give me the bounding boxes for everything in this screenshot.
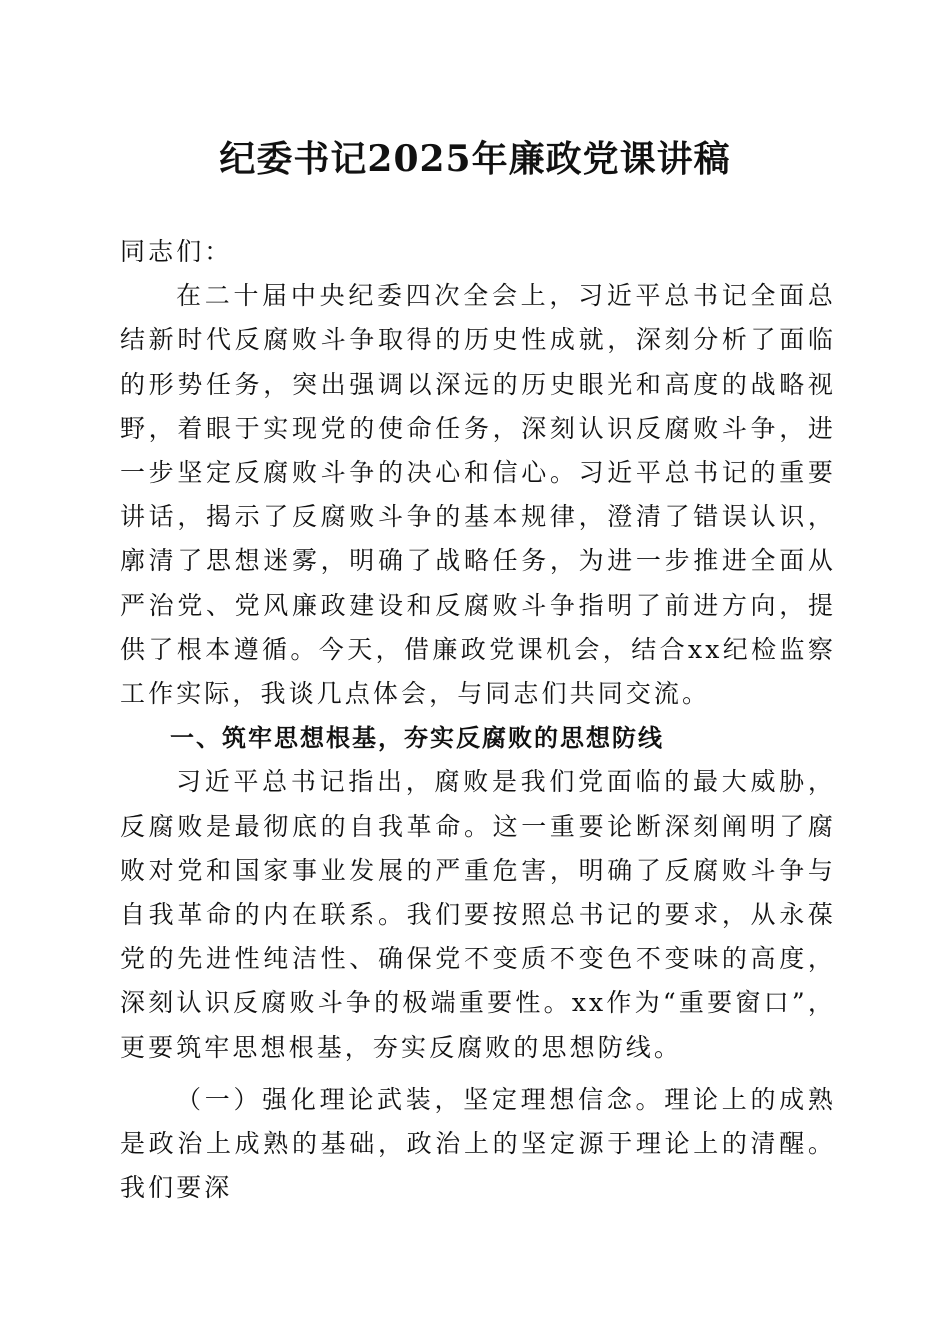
document-body (120, 230, 836, 1210)
salutation: 同志们： (120, 237, 233, 266)
section-heading-1: 一、筑牢思想根基，夯实反腐败的思想防线 (170, 724, 664, 753)
paragraph-section-1: 习近平总书记指出，腐败是我们党面临的最大威胁，反腐败是最彻底的自我革命。这一重要论断深刻阐明了腐败对党和国家事业发展的严重危害，明确了反腐败斗争与自我革命的内在联系。我们要按照总书记的要求，从永葆党的先进性纯洁性、确保党不变质不变色不变味的高度，深刻认识反腐败斗争的极端重要性。xx作为“重要窗口”，更要筑牢思想根基，夯实反腐败的思想防线。 (120, 767, 836, 1062)
document-title: 纪委书记2025年廉政党课讲稿 (219, 138, 731, 180)
paragraph-subsection-1: （一）强化理论武装，坚定理想信念。理论上的成熟是政治上成熟的基础，政治上的坚定源于理论上的清醒。我们要深 (120, 1084, 836, 1203)
paragraph-intro: 在二十届中央纪委四次全会上，习近平总书记全面总结新时代反腐败斗争取得的历史性成就，深刻分析了面临的形势任务，突出强调以深远的历史眼光和高度的战略视野，着眼于实现党的使命任务，深刻认识反腐败斗争，进一步坚定反腐败斗争的决心和信心。习近平总书记的重要讲话，揭示了反腐败斗争的基本规律，澄清了错误认识，廓清了思想迷雾，明确了战略任务，为进一步推进全面从严治党、党风廉政建设和反腐败斗争指明了前进方向，提供了根本遵循。今天，借廉政党课机会，结合xx纪检监察工作实际，我谈几点体会，与同志们共同交流。 (120, 281, 836, 709)
